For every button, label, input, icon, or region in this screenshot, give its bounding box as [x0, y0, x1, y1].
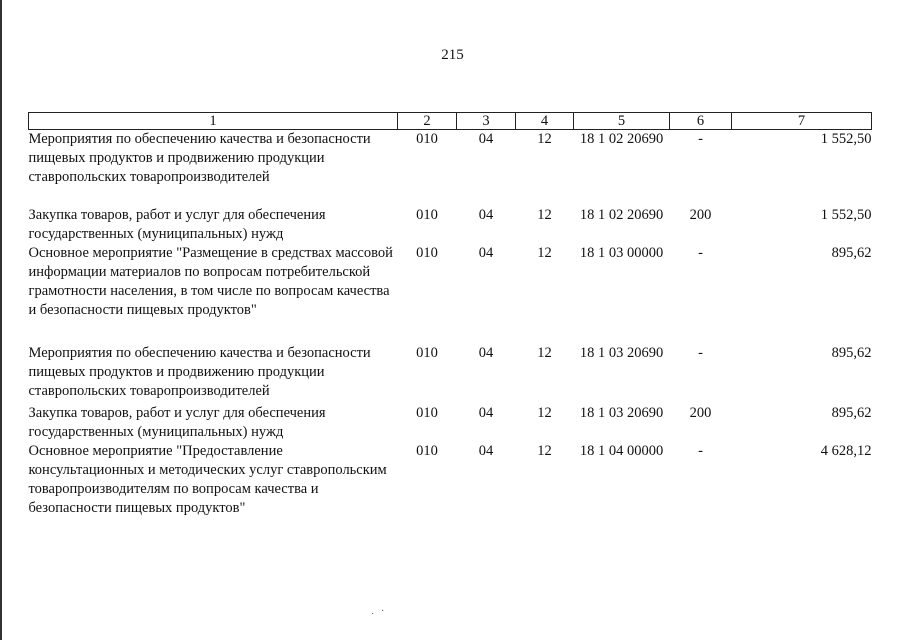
row-section-code: 04	[478, 206, 494, 223]
row-subsection-code: 12	[537, 206, 552, 223]
table-row	[29, 344, 872, 404]
row-target-article: 18 1 02 20690	[579, 131, 664, 147]
column-header: 1	[29, 113, 398, 130]
row-expense-type: 200	[689, 206, 712, 223]
column-header: 6	[670, 113, 732, 130]
table-header-row	[29, 113, 872, 130]
table-row	[29, 404, 872, 442]
page-number: 215	[441, 47, 464, 63]
row-subsection-code: 12	[537, 404, 552, 421]
row-ministry-code: 010	[416, 404, 438, 421]
row-amount: 895,62	[831, 344, 872, 361]
row-name: Закупка товаров, работ и услуг для обеспечения государственных (муниципальных) нужд	[28, 404, 326, 440]
table-row	[29, 442, 872, 522]
row-section-code: 04	[478, 404, 494, 421]
row-subsection-code: 12	[537, 442, 552, 459]
scan-speck: ·	[381, 606, 385, 617]
row-ministry-code: 010	[416, 344, 438, 361]
row-amount: 1 552,50	[820, 206, 872, 223]
row-section-code: 04	[478, 244, 494, 261]
row-target-article: 18 1 04 00000	[579, 442, 664, 459]
column-header: 7	[732, 113, 872, 130]
row-name: Мероприятия по обеспечению качества и безопасности пищевых продуктов и продвижению продукции ставропольских товаропроизводителей	[28, 344, 371, 399]
row-expense-type: -	[698, 344, 703, 361]
row-ministry-code: 010	[416, 244, 438, 261]
column-header: 5	[574, 113, 670, 130]
row-name: Основное мероприятие "Размещение в средствах массовой информации материалов по вопросам потребительской грамотности населения, в том числе по вопросам качества и безопасности пищевых продуктов"	[28, 244, 393, 318]
row-amount: 895,62	[831, 404, 872, 421]
table-row	[29, 206, 872, 244]
scan-left-border	[0, 0, 2, 640]
row-expense-type: 200	[689, 404, 712, 421]
budget-table	[28, 112, 872, 522]
row-subsection-code: 12	[537, 344, 552, 361]
row-section-code: 04	[478, 131, 494, 147]
row-expense-type: -	[698, 244, 703, 261]
row-amount: 4 628,12	[820, 442, 872, 459]
row-section-code: 04	[478, 442, 494, 459]
row-target-article: 18 1 03 00000	[579, 244, 664, 261]
table-row	[29, 130, 872, 206]
row-subsection-code: 12	[537, 244, 552, 261]
row-section-code: 04	[478, 344, 494, 361]
row-target-article: 18 1 03 20690	[579, 344, 664, 361]
row-ministry-code: 010	[416, 442, 438, 459]
row-name: Закупка товаров, работ и услуг для обеспечения государственных (муниципальных) нужд	[28, 206, 326, 242]
row-amount: 895,62	[831, 244, 872, 261]
column-header: 4	[516, 113, 574, 130]
scan-speck: ˙	[371, 612, 375, 623]
row-expense-type: -	[698, 442, 703, 459]
row-name: Мероприятия по обеспечению качества и безопасности пищевых продуктов и продвижению продукции ставропольских товаропроизводителей	[28, 131, 371, 185]
row-name: Основное мероприятие "Предоставление консультационных и методических услуг ставропольским товаропроизводителям по вопросам качества и безопасности пищевых продуктов"	[28, 442, 387, 516]
row-amount: 1 552,50	[820, 131, 872, 147]
row-target-article: 18 1 03 20690	[579, 404, 664, 421]
column-header: 2	[398, 113, 457, 130]
table-row	[29, 244, 872, 344]
row-target-article: 18 1 02 20690	[579, 206, 664, 223]
row-ministry-code: 010	[416, 131, 438, 147]
column-header: 3	[457, 113, 516, 130]
row-expense-type: -	[698, 131, 703, 147]
row-ministry-code: 010	[416, 206, 438, 223]
row-subsection-code: 12	[537, 131, 552, 147]
